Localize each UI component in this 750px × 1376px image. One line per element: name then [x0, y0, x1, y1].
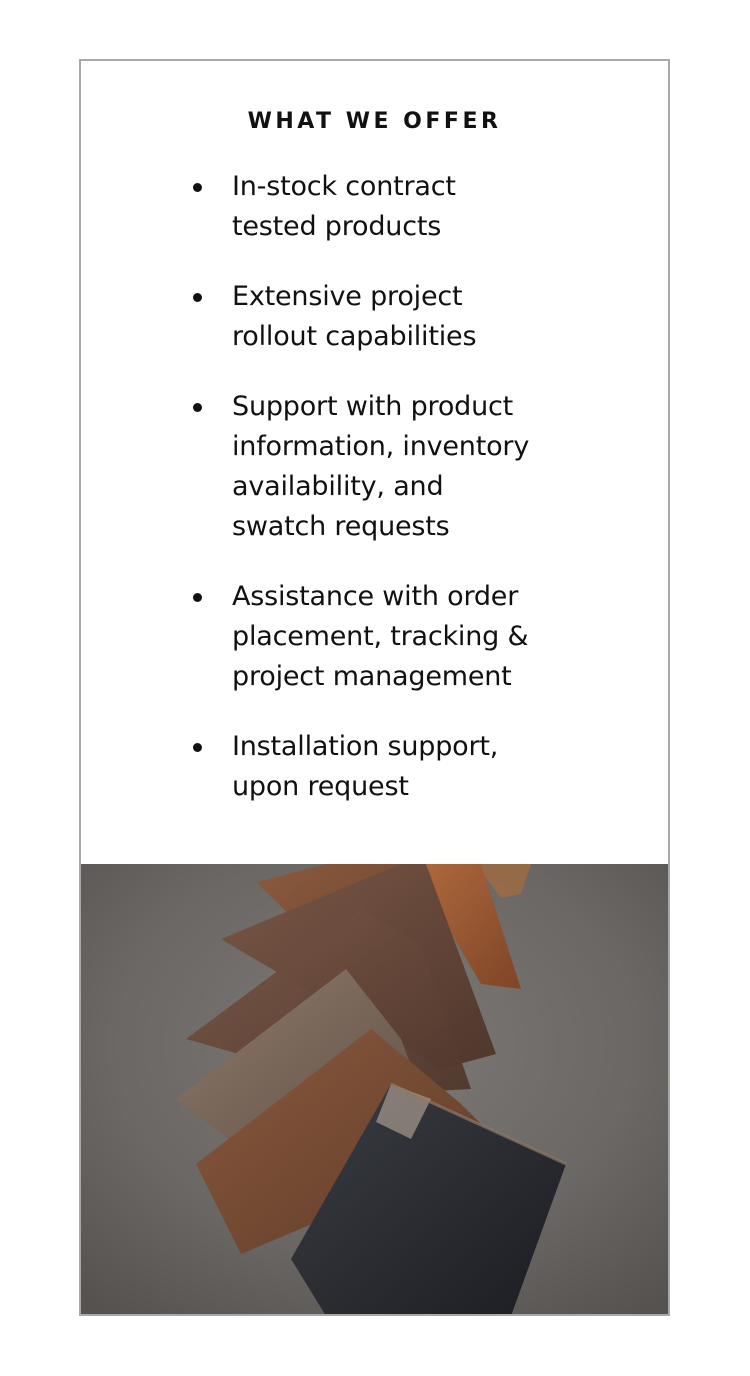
- bullet-icon: [193, 743, 202, 752]
- list-item: [193, 387, 543, 547]
- list-item: [193, 727, 543, 807]
- list-item-text: Installation support, upon request: [232, 731, 499, 802]
- list-item-text: In-stock contract tested products: [232, 171, 456, 242]
- bullet-icon: [193, 183, 202, 192]
- section-heading: WHAT WE OFFER: [247, 109, 502, 134]
- list-item: [193, 277, 543, 357]
- list-item-text: Assistance with order placement, tracking & project management: [232, 581, 529, 692]
- offer-card: [79, 59, 670, 1316]
- offer-list: [193, 167, 543, 837]
- list-item-text: Extensive project rollout capabilities: [232, 281, 477, 352]
- bullet-icon: [193, 293, 202, 302]
- bullet-icon: [193, 403, 202, 412]
- list-item: [193, 167, 543, 247]
- bullet-icon: [193, 593, 202, 602]
- leather-swatches-image: [81, 864, 668, 1316]
- list-item: [193, 577, 543, 697]
- list-item-text: Support with product information, inventory availability, and swatch requests: [232, 391, 530, 542]
